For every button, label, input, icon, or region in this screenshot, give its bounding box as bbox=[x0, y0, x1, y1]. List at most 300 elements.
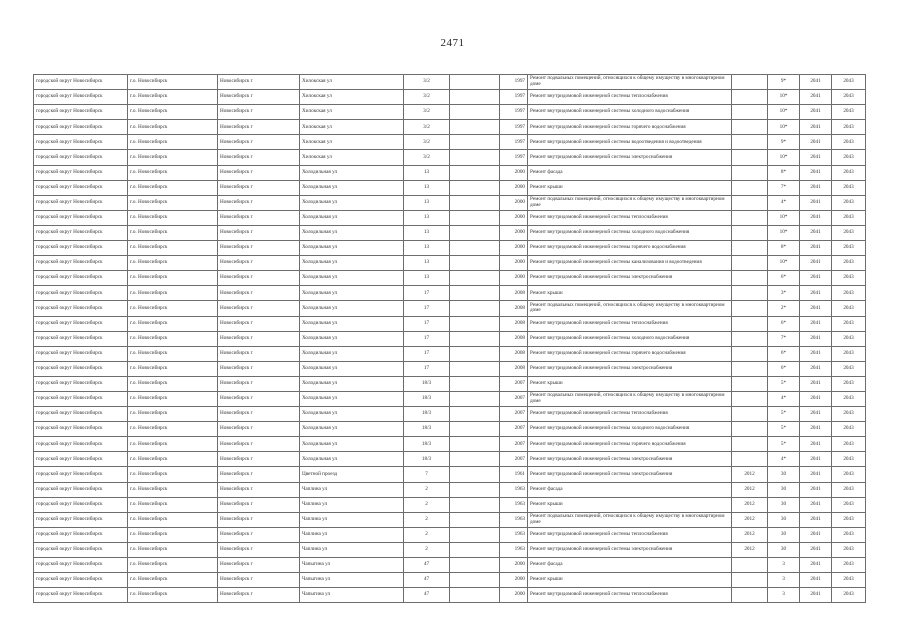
spacer-cell bbox=[450, 452, 500, 467]
spacer-cell bbox=[450, 180, 500, 195]
cell-repair-type: Ремонт подвальных помещений, относящихся к общему имуществу в многоквартирном доме bbox=[528, 391, 732, 406]
cell-municipality: городской округ Новосибирск bbox=[34, 497, 128, 512]
cell-house: 13 bbox=[404, 241, 450, 256]
cell-settlement: Новосибирск г bbox=[218, 105, 300, 120]
cell-district: г.о. Новосибирск bbox=[128, 271, 218, 286]
cell-street: Хилокская ул bbox=[300, 105, 404, 120]
cell-street: Холодильная ул bbox=[300, 391, 404, 406]
cell-plan-end: 2043 bbox=[832, 331, 866, 346]
cell-last-repair-year: 2012 bbox=[732, 527, 768, 542]
cell-build-year: 1997 bbox=[500, 135, 528, 150]
cell-street: Холодильная ул bbox=[300, 331, 404, 346]
cell-municipality: городской округ Новосибирск bbox=[34, 437, 128, 452]
cell-street: Чаплина ул bbox=[300, 482, 404, 497]
cell-build-year: 2008 bbox=[500, 286, 528, 301]
cell-plan-start: 2041 bbox=[800, 90, 832, 105]
cell-municipality: городской округ Новосибирск bbox=[34, 391, 128, 406]
cell-settlement: Новосибирск г bbox=[218, 346, 300, 361]
spacer-cell bbox=[450, 542, 500, 557]
cell-last-repair-year bbox=[732, 271, 768, 286]
cell-plan-end: 2043 bbox=[832, 467, 866, 482]
cell-build-year: 1997 bbox=[500, 150, 528, 165]
cell-last-repair-year bbox=[732, 558, 768, 573]
cell-house: 47 bbox=[404, 573, 450, 588]
cell-build-year: 2000 bbox=[500, 256, 528, 271]
spacer-cell bbox=[450, 165, 500, 180]
cell-municipality: городской округ Новосибирск bbox=[34, 542, 128, 557]
cell-settlement: Новосибирск г bbox=[218, 195, 300, 210]
cell-plan-end: 2043 bbox=[832, 135, 866, 150]
table-row bbox=[34, 542, 866, 557]
cell-last-repair-year bbox=[732, 105, 768, 120]
cell-build-year: 2007 bbox=[500, 452, 528, 467]
cell-district: г.о. Новосибирск bbox=[128, 301, 218, 316]
spacer-cell bbox=[450, 467, 500, 482]
cell-municipality: городской округ Новосибирск bbox=[34, 286, 128, 301]
cell-plan-end: 2043 bbox=[832, 210, 866, 225]
cell-settlement: Новосибирск г bbox=[218, 588, 300, 603]
cell-plan-end: 2043 bbox=[832, 497, 866, 512]
cell-district: г.о. Новосибирск bbox=[128, 195, 218, 210]
cell-last-repair-year bbox=[732, 256, 768, 271]
cell-build-year: 1963 bbox=[500, 497, 528, 512]
cell-service-life: 30 bbox=[768, 512, 800, 527]
cell-repair-type: Ремонт внутридомовой инженерной системы теплоснабжения bbox=[528, 316, 732, 331]
cell-last-repair-year bbox=[732, 346, 768, 361]
cell-build-year: 1997 bbox=[500, 75, 528, 90]
cell-build-year: 1997 bbox=[500, 105, 528, 120]
cell-service-life: 10* bbox=[768, 90, 800, 105]
spacer-cell bbox=[450, 75, 500, 90]
table-row bbox=[34, 331, 866, 346]
cell-district: г.о. Новосибирск bbox=[128, 241, 218, 256]
cell-plan-end: 2043 bbox=[832, 558, 866, 573]
cell-plan-start: 2041 bbox=[800, 512, 832, 527]
cell-repair-type: Ремонт внутридомовой инженерной системы холодного водоснабжения bbox=[528, 422, 732, 437]
cell-street: Холодильная ул bbox=[300, 271, 404, 286]
cell-plan-end: 2043 bbox=[832, 120, 866, 135]
spacer-cell bbox=[450, 422, 500, 437]
cell-build-year: 2000 bbox=[500, 271, 528, 286]
cell-build-year: 2000 bbox=[500, 195, 528, 210]
cell-house: 13 bbox=[404, 195, 450, 210]
cell-service-life: 8* bbox=[768, 165, 800, 180]
cell-build-year: 2008 bbox=[500, 361, 528, 376]
cell-plan-start: 2041 bbox=[800, 150, 832, 165]
cell-house: 3/2 bbox=[404, 135, 450, 150]
cell-settlement: Новосибирск г bbox=[218, 165, 300, 180]
cell-service-life: 10* bbox=[768, 120, 800, 135]
spacer-cell bbox=[450, 241, 500, 256]
cell-house: 13 bbox=[404, 256, 450, 271]
cell-plan-end: 2043 bbox=[832, 241, 866, 256]
cell-last-repair-year bbox=[732, 437, 768, 452]
cell-district: г.о. Новосибирск bbox=[128, 467, 218, 482]
cell-build-year: 2008 bbox=[500, 331, 528, 346]
cell-house: 2 bbox=[404, 542, 450, 557]
cell-plan-start: 2041 bbox=[800, 75, 832, 90]
cell-settlement: Новосибирск г bbox=[218, 286, 300, 301]
spacer-cell bbox=[450, 361, 500, 376]
cell-municipality: городской округ Новосибирск bbox=[34, 165, 128, 180]
cell-build-year: 2000 bbox=[500, 225, 528, 240]
cell-service-life: 10* bbox=[768, 210, 800, 225]
cell-street: Холодильная ул bbox=[300, 165, 404, 180]
spacer-cell bbox=[450, 316, 500, 331]
cell-house: 3/2 bbox=[404, 75, 450, 90]
cell-plan-start: 2041 bbox=[800, 376, 832, 391]
spacer-cell bbox=[450, 588, 500, 603]
cell-district: г.о. Новосибирск bbox=[128, 135, 218, 150]
cell-last-repair-year bbox=[732, 331, 768, 346]
cell-settlement: Новосибирск г bbox=[218, 316, 300, 331]
cell-municipality: городской округ Новосибирск bbox=[34, 105, 128, 120]
cell-plan-end: 2043 bbox=[832, 361, 866, 376]
cell-street: Холодильная ул bbox=[300, 422, 404, 437]
table-row bbox=[34, 376, 866, 391]
cell-street: Холодильная ул bbox=[300, 407, 404, 422]
cell-last-repair-year: 2012 bbox=[732, 482, 768, 497]
cell-last-repair-year: 2012 bbox=[732, 467, 768, 482]
cell-municipality: городской округ Новосибирск bbox=[34, 573, 128, 588]
cell-municipality: городской округ Новосибирск bbox=[34, 135, 128, 150]
cell-municipality: городской округ Новосибирск bbox=[34, 558, 128, 573]
cell-house: 2 bbox=[404, 497, 450, 512]
cell-street: Холодильная ул bbox=[300, 437, 404, 452]
table-row bbox=[34, 225, 866, 240]
cell-repair-type: Ремонт подвальных помещений, относящихся к общему имуществу в многоквартирном доме bbox=[528, 301, 732, 316]
cell-service-life: 4* bbox=[768, 452, 800, 467]
cell-plan-end: 2043 bbox=[832, 75, 866, 90]
cell-plan-end: 2043 bbox=[832, 376, 866, 391]
cell-build-year: 2007 bbox=[500, 376, 528, 391]
cell-last-repair-year bbox=[732, 301, 768, 316]
cell-last-repair-year bbox=[732, 316, 768, 331]
cell-repair-type: Ремонт крыши bbox=[528, 573, 732, 588]
cell-street: Холодильная ул bbox=[300, 452, 404, 467]
cell-district: г.о. Новосибирск bbox=[128, 361, 218, 376]
cell-municipality: городской округ Новосибирск bbox=[34, 376, 128, 391]
cell-district: г.о. Новосибирск bbox=[128, 105, 218, 120]
cell-plan-start: 2041 bbox=[800, 407, 832, 422]
cell-last-repair-year: 2012 bbox=[732, 542, 768, 557]
cell-service-life: 7* bbox=[768, 180, 800, 195]
cell-settlement: Новосибирск г bbox=[218, 256, 300, 271]
cell-repair-type: Ремонт крыши bbox=[528, 180, 732, 195]
cell-plan-end: 2043 bbox=[832, 407, 866, 422]
cell-house: 13 bbox=[404, 180, 450, 195]
table-row bbox=[34, 482, 866, 497]
cell-settlement: Новосибирск г bbox=[218, 90, 300, 105]
cell-plan-start: 2041 bbox=[800, 271, 832, 286]
cell-settlement: Новосибирск г bbox=[218, 241, 300, 256]
cell-plan-end: 2043 bbox=[832, 90, 866, 105]
cell-build-year: 1963 bbox=[500, 527, 528, 542]
cell-build-year: 1963 bbox=[500, 482, 528, 497]
cell-service-life: 5* bbox=[768, 437, 800, 452]
table-row bbox=[34, 527, 866, 542]
cell-municipality: городской округ Новосибирск bbox=[34, 75, 128, 90]
cell-repair-type: Ремонт внутридомовой инженерной системы горячего водоснабжения bbox=[528, 120, 732, 135]
cell-house: 2 bbox=[404, 482, 450, 497]
spacer-cell bbox=[450, 286, 500, 301]
cell-municipality: городской округ Новосибирск bbox=[34, 588, 128, 603]
cell-settlement: Новосибирск г bbox=[218, 331, 300, 346]
cell-street: Холодильная ул bbox=[300, 241, 404, 256]
cell-house: 17 bbox=[404, 316, 450, 331]
cell-municipality: городской округ Новосибирск bbox=[34, 271, 128, 286]
cell-municipality: городской округ Новосибирск bbox=[34, 256, 128, 271]
cell-municipality: городской округ Новосибирск bbox=[34, 150, 128, 165]
spacer-cell bbox=[450, 210, 500, 225]
cell-municipality: городской округ Новосибирск bbox=[34, 301, 128, 316]
cell-street: Холодильная ул bbox=[300, 195, 404, 210]
cell-municipality: городской округ Новосибирск bbox=[34, 225, 128, 240]
cell-settlement: Новосибирск г bbox=[218, 120, 300, 135]
cell-plan-start: 2041 bbox=[800, 361, 832, 376]
cell-service-life: 6* bbox=[768, 316, 800, 331]
cell-plan-end: 2043 bbox=[832, 573, 866, 588]
table-row bbox=[34, 316, 866, 331]
cell-district: г.о. Новосибирск bbox=[128, 225, 218, 240]
spacer-cell bbox=[450, 256, 500, 271]
cell-plan-end: 2043 bbox=[832, 225, 866, 240]
cell-build-year: 1963 bbox=[500, 512, 528, 527]
cell-last-repair-year bbox=[732, 407, 768, 422]
cell-service-life: 6* bbox=[768, 361, 800, 376]
cell-settlement: Новосибирск г bbox=[218, 301, 300, 316]
cell-last-repair-year bbox=[732, 180, 768, 195]
cell-repair-type: Ремонт внутридомовой инженерной системы электроснабжения bbox=[528, 150, 732, 165]
cell-house: 18/3 bbox=[404, 422, 450, 437]
table-row bbox=[34, 407, 866, 422]
spacer-cell bbox=[450, 391, 500, 406]
cell-district: г.о. Новосибирск bbox=[128, 558, 218, 573]
cell-settlement: Новосибирск г bbox=[218, 75, 300, 90]
cell-settlement: Новосибирск г bbox=[218, 512, 300, 527]
cell-repair-type: Ремонт внутридомовой инженерной системы электроснабжения bbox=[528, 467, 732, 482]
table-row bbox=[34, 180, 866, 195]
cell-district: г.о. Новосибирск bbox=[128, 542, 218, 557]
cell-plan-end: 2043 bbox=[832, 271, 866, 286]
cell-plan-start: 2041 bbox=[800, 391, 832, 406]
cell-plan-end: 2043 bbox=[832, 512, 866, 527]
cell-municipality: городской округ Новосибирск bbox=[34, 482, 128, 497]
cell-settlement: Новосибирск г bbox=[218, 452, 300, 467]
cell-plan-start: 2041 bbox=[800, 422, 832, 437]
cell-plan-end: 2043 bbox=[832, 452, 866, 467]
cell-last-repair-year bbox=[732, 361, 768, 376]
cell-street: Холодильная ул bbox=[300, 301, 404, 316]
cell-repair-type: Ремонт фасада bbox=[528, 482, 732, 497]
cell-build-year: 2000 bbox=[500, 165, 528, 180]
cell-plan-start: 2041 bbox=[800, 588, 832, 603]
spacer-cell bbox=[450, 135, 500, 150]
table-row bbox=[34, 452, 866, 467]
cell-repair-type: Ремонт внутридомовой инженерной системы горячего водоснабжения bbox=[528, 346, 732, 361]
cell-district: г.о. Новосибирск bbox=[128, 165, 218, 180]
cell-plan-end: 2043 bbox=[832, 286, 866, 301]
spacer-cell bbox=[450, 527, 500, 542]
cell-district: г.о. Новосибирск bbox=[128, 482, 218, 497]
cell-house: 3/2 bbox=[404, 150, 450, 165]
cell-district: г.о. Новосибирск bbox=[128, 407, 218, 422]
cell-service-life: 30 bbox=[768, 542, 800, 557]
cell-municipality: городской округ Новосибирск bbox=[34, 346, 128, 361]
spacer-cell bbox=[450, 90, 500, 105]
cell-repair-type: Ремонт внутридомовой инженерной системы теплоснабжения bbox=[528, 407, 732, 422]
cell-last-repair-year bbox=[732, 120, 768, 135]
cell-house: 17 bbox=[404, 346, 450, 361]
cell-plan-start: 2041 bbox=[800, 497, 832, 512]
table-row bbox=[34, 361, 866, 376]
cell-street: Холодильная ул bbox=[300, 225, 404, 240]
cell-last-repair-year bbox=[732, 150, 768, 165]
cell-build-year: 2000 bbox=[500, 588, 528, 603]
spacer-cell bbox=[450, 376, 500, 391]
cell-plan-end: 2043 bbox=[832, 195, 866, 210]
cell-service-life: 30 bbox=[768, 527, 800, 542]
spacer-cell bbox=[450, 331, 500, 346]
cell-street: Хилокская ул bbox=[300, 120, 404, 135]
table-row bbox=[34, 558, 866, 573]
cell-district: г.о. Новосибирск bbox=[128, 286, 218, 301]
cell-last-repair-year bbox=[732, 422, 768, 437]
cell-plan-start: 2041 bbox=[800, 165, 832, 180]
cell-repair-type: Ремонт внутридомовой инженерной системы теплоснабжения bbox=[528, 90, 732, 105]
cell-street: Хилокская ул bbox=[300, 150, 404, 165]
cell-plan-start: 2041 bbox=[800, 573, 832, 588]
cell-house: 3/2 bbox=[404, 105, 450, 120]
cell-service-life: 8* bbox=[768, 241, 800, 256]
cell-district: г.о. Новосибирск bbox=[128, 256, 218, 271]
cell-street: Холодильная ул bbox=[300, 256, 404, 271]
cell-plan-start: 2041 bbox=[800, 195, 832, 210]
cell-settlement: Новосибирск г bbox=[218, 407, 300, 422]
spacer-cell bbox=[450, 150, 500, 165]
cell-build-year: 2008 bbox=[500, 346, 528, 361]
cell-repair-type: Ремонт внутридомовой инженерной системы электроснабжения bbox=[528, 542, 732, 557]
cell-street: Холодильная ул bbox=[300, 180, 404, 195]
cell-service-life: 3 bbox=[768, 558, 800, 573]
cell-repair-type: Ремонт внутридомовой инженерной системы теплоснабжения bbox=[528, 527, 732, 542]
cell-plan-end: 2043 bbox=[832, 316, 866, 331]
cell-service-life: 7* bbox=[768, 331, 800, 346]
table-row bbox=[34, 467, 866, 482]
cell-plan-start: 2041 bbox=[800, 210, 832, 225]
cell-house: 17 bbox=[404, 331, 450, 346]
cell-house: 47 bbox=[404, 588, 450, 603]
cell-service-life: 5* bbox=[768, 376, 800, 391]
cell-last-repair-year bbox=[732, 241, 768, 256]
cell-build-year: 2000 bbox=[500, 210, 528, 225]
spacer-cell bbox=[450, 512, 500, 527]
cell-service-life: 3* bbox=[768, 286, 800, 301]
cell-house: 18/3 bbox=[404, 391, 450, 406]
cell-repair-type: Ремонт подвальных помещений, относящихся к общему имуществу в многоквартирном доме bbox=[528, 75, 732, 90]
cell-plan-end: 2043 bbox=[832, 542, 866, 557]
cell-last-repair-year bbox=[732, 452, 768, 467]
table-row bbox=[34, 422, 866, 437]
cell-house: 3/2 bbox=[404, 90, 450, 105]
cell-settlement: Новосибирск г bbox=[218, 422, 300, 437]
cell-plan-end: 2043 bbox=[832, 346, 866, 361]
cell-last-repair-year bbox=[732, 588, 768, 603]
cell-street: Хилокская ул bbox=[300, 90, 404, 105]
cell-district: г.о. Новосибирск bbox=[128, 210, 218, 225]
table-row bbox=[34, 150, 866, 165]
cell-build-year: 2007 bbox=[500, 407, 528, 422]
cell-district: г.о. Новосибирск bbox=[128, 512, 218, 527]
cell-last-repair-year bbox=[732, 135, 768, 150]
cell-house: 13 bbox=[404, 210, 450, 225]
cell-last-repair-year bbox=[732, 225, 768, 240]
cell-house: 13 bbox=[404, 165, 450, 180]
cell-municipality: городской округ Новосибирск bbox=[34, 407, 128, 422]
cell-settlement: Новосибирск г bbox=[218, 361, 300, 376]
spacer-cell bbox=[450, 437, 500, 452]
cell-build-year: 2007 bbox=[500, 391, 528, 406]
cell-municipality: городской округ Новосибирск bbox=[34, 241, 128, 256]
cell-repair-type: Ремонт фасада bbox=[528, 558, 732, 573]
cell-street: Цветной проезд bbox=[300, 467, 404, 482]
cell-municipality: городской округ Новосибирск bbox=[34, 452, 128, 467]
cell-settlement: Новосибирск г bbox=[218, 527, 300, 542]
cell-plan-start: 2041 bbox=[800, 452, 832, 467]
cell-settlement: Новосибирск г bbox=[218, 210, 300, 225]
cell-last-repair-year bbox=[732, 210, 768, 225]
cell-plan-start: 2041 bbox=[800, 346, 832, 361]
table-row bbox=[34, 241, 866, 256]
table-row bbox=[34, 497, 866, 512]
cell-settlement: Новосибирск г bbox=[218, 482, 300, 497]
cell-build-year: 2007 bbox=[500, 422, 528, 437]
cell-house: 18/3 bbox=[404, 407, 450, 422]
cell-plan-end: 2043 bbox=[832, 422, 866, 437]
cell-repair-type: Ремонт внутридомовой инженерной системы электроснабжения bbox=[528, 361, 732, 376]
cell-repair-type: Ремонт внутридомовой инженерной системы горячего водоснабжения bbox=[528, 437, 732, 452]
cell-street: Чапыгина ул bbox=[300, 573, 404, 588]
cell-service-life: 30 bbox=[768, 482, 800, 497]
cell-street: Холодильная ул bbox=[300, 361, 404, 376]
cell-plan-end: 2043 bbox=[832, 256, 866, 271]
cell-street: Холодильная ул bbox=[300, 210, 404, 225]
spacer-cell bbox=[450, 558, 500, 573]
cell-house: 2 bbox=[404, 512, 450, 527]
cell-municipality: городской округ Новосибирск bbox=[34, 316, 128, 331]
spacer-cell bbox=[450, 271, 500, 286]
cell-plan-start: 2041 bbox=[800, 225, 832, 240]
cell-settlement: Новосибирск г bbox=[218, 437, 300, 452]
cell-service-life: 4* bbox=[768, 195, 800, 210]
cell-street: Чаплина ул bbox=[300, 527, 404, 542]
cell-house: 2 bbox=[404, 527, 450, 542]
cell-plan-end: 2043 bbox=[832, 180, 866, 195]
cell-plan-end: 2043 bbox=[832, 391, 866, 406]
cell-last-repair-year bbox=[732, 573, 768, 588]
cell-district: г.о. Новосибирск bbox=[128, 90, 218, 105]
cell-plan-end: 2043 bbox=[832, 105, 866, 120]
repair-register-table bbox=[33, 74, 866, 603]
spacer-cell bbox=[450, 346, 500, 361]
cell-district: г.о. Новосибирск bbox=[128, 180, 218, 195]
cell-build-year: 2008 bbox=[500, 301, 528, 316]
cell-build-year: 2000 bbox=[500, 558, 528, 573]
cell-municipality: городской округ Новосибирск bbox=[34, 331, 128, 346]
cell-settlement: Новосибирск г bbox=[218, 271, 300, 286]
cell-repair-type: Ремонт крыши bbox=[528, 286, 732, 301]
cell-district: г.о. Новосибирск bbox=[128, 376, 218, 391]
